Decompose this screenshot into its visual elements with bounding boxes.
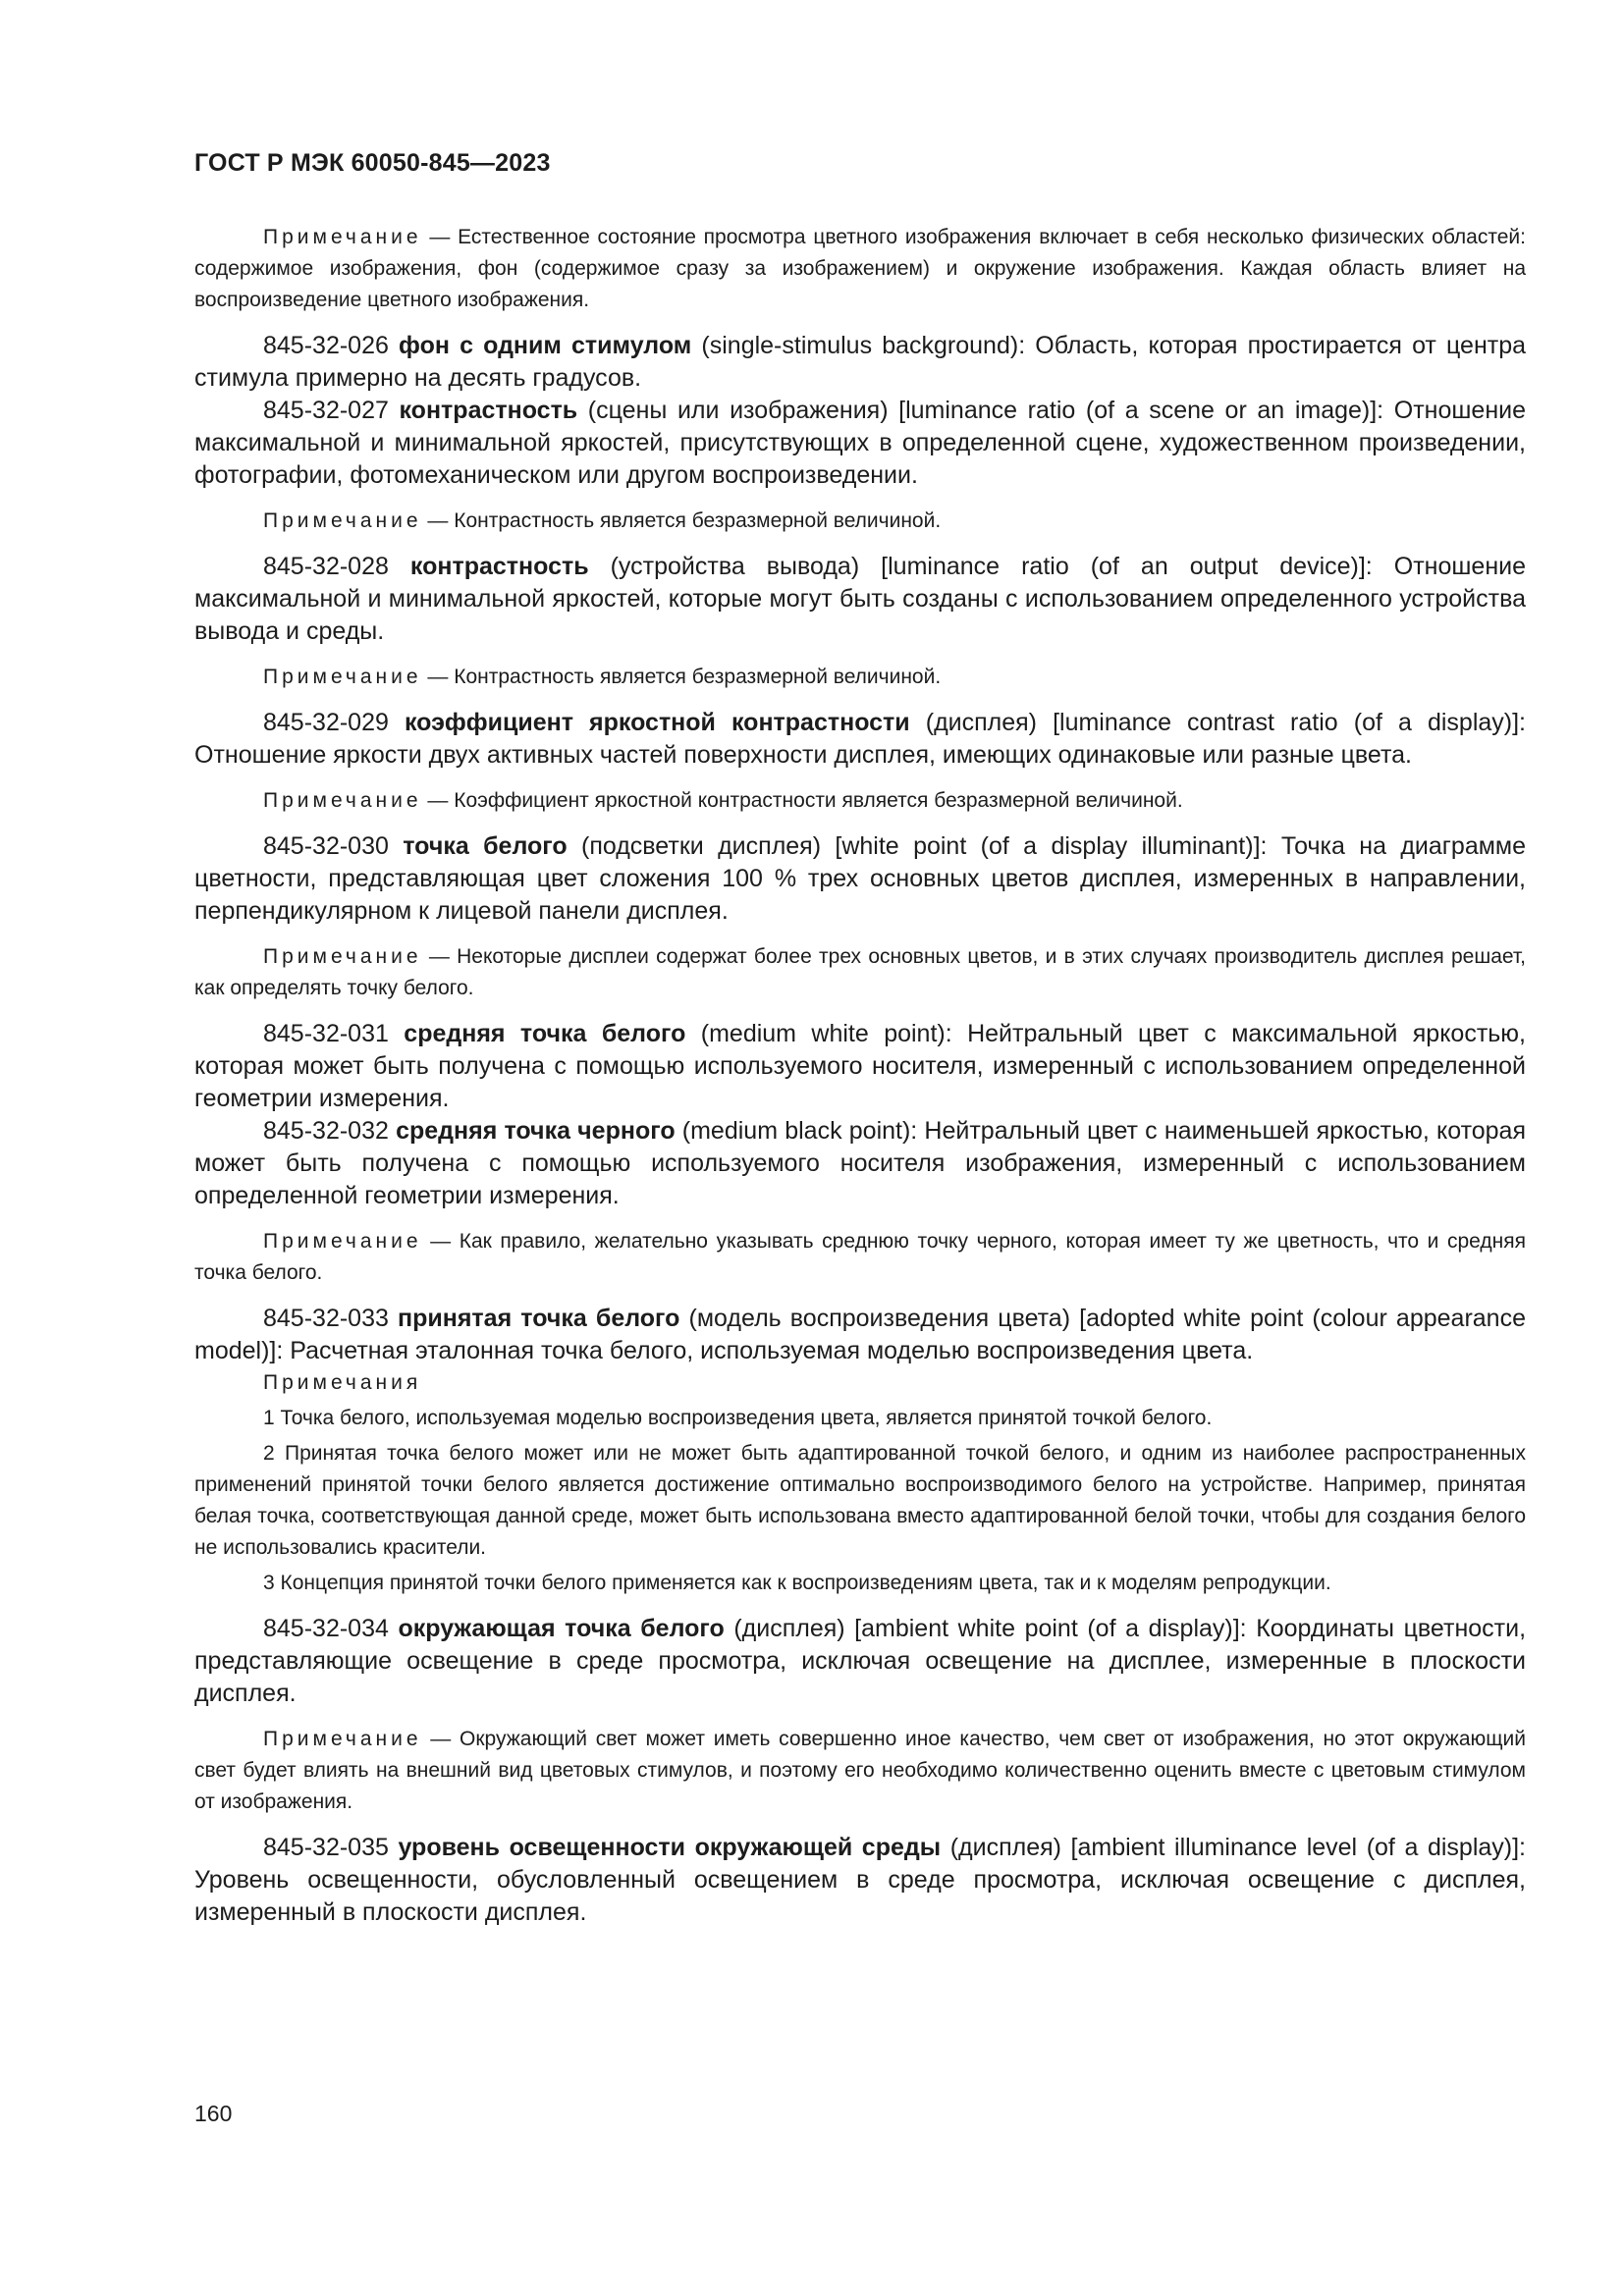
note-text: — Контрастность является безразмерной величиной.: [421, 666, 942, 688]
term-definition: (модель воспроизведения цвета) [adopted white point (colour appearance model)]: Расчетная эталонная точка белого, используемая моделью воспроизведения цвета.: [194, 1305, 1526, 1364]
note-text: — Как правило, желательно указывать среднюю точку черного, которая имеет ту же цветность, что и средняя точка белого.: [194, 1230, 1526, 1284]
term-definition: (single-stimulus background): Область, которая простирается от центра стимула примерно на десять градусов.: [194, 332, 1527, 392]
term-number: 845-32-033: [263, 1305, 398, 1332]
term-name: контрастность: [399, 397, 578, 424]
numbered-note: 2 Принятая точка белого может или не может быть адаптированной точкой белого, и одним из наиболее распространенных применений принятой точки белого является достижение оптимально воспроизводимого белого на устройстве. Например, принятая белая точка, соответствующая данной среде, может быть использована вместо адаптированной белой точки, чтобы для создания белого не использовались красители.: [194, 1442, 1526, 1559]
term-entry: [194, 551, 1526, 648]
term-entry: [194, 1018, 1526, 1115]
term-definition: (дисплея) [ambient illuminance level (of a display)]: Уровень освещенности, обусловленный освещением в среде просмотра, исключая освещение с дисплея, измеренный в плоскости дисплея.: [194, 1834, 1526, 1926]
note-label: Примечание: [263, 509, 422, 532]
term-entry: [194, 707, 1526, 772]
term-name: окружающая точка белого: [398, 1615, 725, 1642]
page-number: 160: [194, 2101, 233, 2126]
note-label: Примечание: [263, 1230, 422, 1253]
term-definition: (дисплея) [ambient white point (of a display)]: Координаты цветности, представляющие освещение в среде просмотра, исключая освещение на дисплее, измеренные в плоскости дисплея.: [194, 1615, 1527, 1707]
term-name: коэффициент яркостной контрастности: [404, 709, 910, 736]
term-definition: (устройства вывода) [luminance ratio (of an output device)]: Отношение максимальной и минимальной яркостей, которые могут быть созданы с использованием определенного устройства вывода и среды.: [194, 553, 1526, 645]
term-number: 845-32-029: [263, 709, 405, 736]
note: [194, 222, 1526, 316]
term-definition: (medium white point): Нейтральный цвет с максимальной яркостью, которая может быть получена с помощью используемого носителя, измеренный с использованием определенной геометрии измерения.: [194, 1020, 1526, 1112]
note-label: Примечание: [263, 945, 422, 968]
notes-heading: Примечания: [263, 1371, 422, 1394]
term-entry: [194, 330, 1526, 395]
note-text: — Окружающий свет может иметь совершенно иное качество, чем свет от изображения, но этот окружающий свет будет влиять на внешний вид цветовых стимулов, и поэтому его необходимо количественно оценить вместе с цветовым стимулом от изображения.: [194, 1728, 1526, 1813]
term-number: 845-32-031: [263, 1020, 405, 1047]
term-definition: (дисплея) [luminance contrast ratio (of a display)]: Отношение яркости двух активных частей поверхности дисплея, имеющих одинаковые или разные цвета.: [194, 709, 1526, 769]
term-entry: [194, 830, 1526, 928]
term-name: средняя точка черного: [396, 1117, 676, 1145]
term-definition: (подсветки дисплея) [white point (of a display illuminant)]: Точка на диаграмме цветности, представляющая цвет сложения 100 % трех основных цветов дисплея, измеренных в направлении, перпендикулярном к лицевой панели дисплея.: [194, 832, 1527, 925]
note-text: — Естественное состояние просмотра цветного изображения включает в себя несколько физических областей: содержимое изображения, фон (содержимое сразу за изображением) и окружение изображения. Каждая область влияет на воспроизведение цветного изображения.: [194, 226, 1526, 311]
note-label: Примечание: [263, 789, 422, 812]
note: [194, 941, 1526, 1004]
document-body: [194, 222, 1526, 1929]
term-number: 845-32-027: [263, 397, 400, 424]
note: [194, 785, 1526, 817]
term-definition: (medium black point): Нейтральный цвет с наименьшей яркостью, которая может быть получена с помощью используемого носителя изображения, измеренный с использованием определенной геометрии измерения.: [194, 1117, 1526, 1209]
term-number: 845-32-035: [263, 1834, 399, 1861]
term-entry: [194, 395, 1526, 492]
term-definition: (сцены или изображения) [luminance ratio (of a scene or an image)]: Отношение максимальной и минимальной яркостей, присутствующих в определенной сцене, художественном произведении, фотографии, фотомеханическом или другом воспроизведении.: [194, 397, 1526, 489]
numbered-note: 3 Концепция принятой точки белого применяется как к воспроизведениям цвета, так и к моделям репродукции.: [263, 1572, 1331, 1594]
note: [194, 662, 1526, 693]
note: [194, 1226, 1526, 1289]
term-name: контрастность: [409, 553, 589, 580]
term-name: точка белого: [403, 832, 568, 860]
term-entry: [194, 1613, 1526, 1710]
term-number: 845-32-034: [263, 1615, 399, 1642]
term-entry: [194, 1832, 1526, 1929]
note-label: Примечание: [263, 226, 422, 248]
note-text: — Коэффициент яркостной контрастности является безразмерной величиной.: [421, 789, 1183, 812]
term-entry: [194, 1303, 1526, 1367]
note: [194, 1724, 1526, 1818]
note-label: Примечание: [263, 666, 422, 688]
term-number: 845-32-032: [263, 1117, 397, 1145]
note: [194, 506, 1526, 537]
term-name: уровень освещенности окружающей среды: [398, 1834, 942, 1861]
term-name: фон с одним стимулом: [399, 332, 692, 359]
term-number: 845-32-026: [263, 332, 400, 359]
term-number: 845-32-030: [263, 832, 404, 860]
numbered-note: 1 Точка белого, используемая моделью воспроизведения цвета, является принятой точкой белого.: [263, 1407, 1213, 1429]
term-entry: [194, 1115, 1526, 1212]
term-name: средняя точка белого: [404, 1020, 686, 1047]
note-text: — Некоторые дисплеи содержат более трех основных цветов, и в этих случаях производитель дисплея решает, как определять точку белого.: [194, 945, 1526, 999]
note-text: — Контрастность является безразмерной величиной.: [421, 509, 942, 532]
term-number: 845-32-028: [263, 553, 410, 580]
document-header: ГОСТ Р МЭК 60050-845—2023: [194, 149, 551, 177]
term-name: принятая точка белого: [398, 1305, 680, 1332]
note-label: Примечание: [263, 1728, 422, 1750]
